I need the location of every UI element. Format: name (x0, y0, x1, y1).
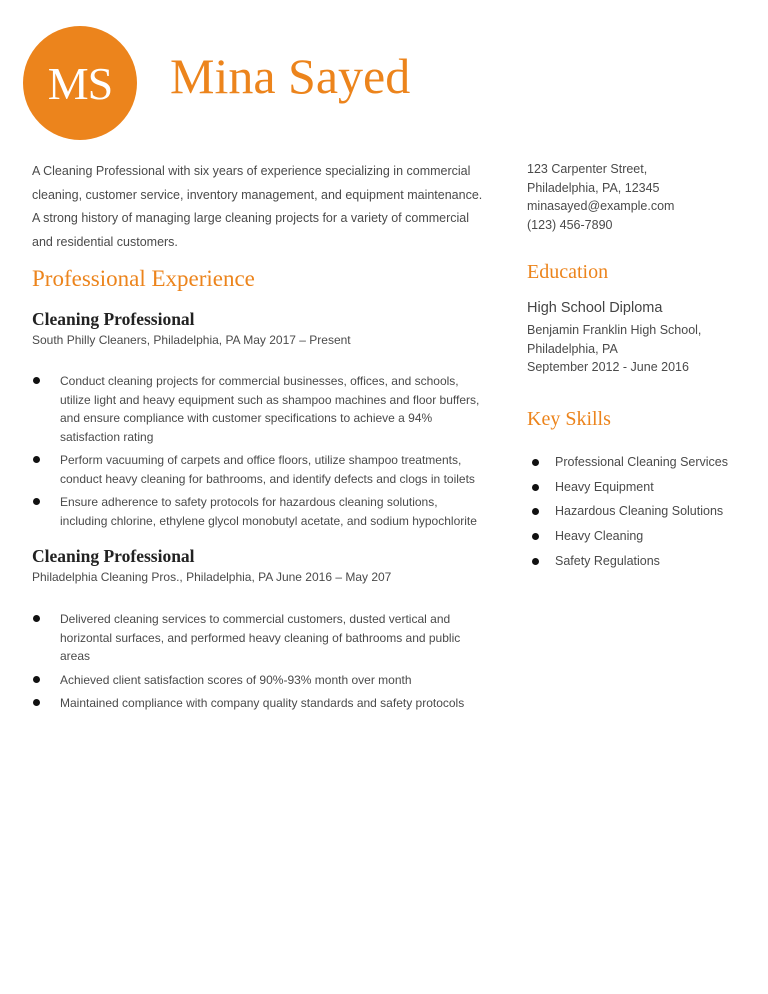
job-title: Cleaning Professional (32, 309, 195, 329)
bullet-icon (33, 498, 40, 505)
list-item: Maintained compliance with company quality standards and safety protocols (32, 694, 482, 713)
list-item: Professional Cleaning Services (527, 450, 728, 475)
bullet-icon (33, 699, 40, 706)
list-item: Delivered cleaning services to commercial customers, dusted vertical and horizontal surfaces, and performed heavy cleaning of bathrooms and public areas (32, 610, 482, 666)
job-bullets (32, 372, 482, 535)
list-item: Perform vacuuming of carpets and office floors, utilize shampoo treatments, conduct heavy cleaning for bathrooms, and identify defects and clogs in toilets (32, 451, 482, 488)
contact-city: Philadelphia, PA, 12345 (527, 180, 660, 195)
bullet-icon (532, 533, 539, 540)
list-item: Heavy Cleaning (527, 524, 728, 549)
bullet-icon (33, 676, 40, 683)
bullet-icon (33, 456, 40, 463)
list-item: Heavy Equipment (527, 475, 728, 500)
job-title: Cleaning Professional (32, 546, 195, 566)
list-item: Achieved client satisfaction scores of 90%-93% month over month (32, 671, 482, 690)
education-location: Philadelphia, PA (527, 341, 618, 356)
contact-phone: (123) 456-7890 (527, 217, 613, 232)
bullet-icon (532, 558, 539, 565)
education-heading: Education (527, 261, 609, 283)
education-school: Benjamin Franklin High School, (527, 323, 702, 337)
job-bullets (32, 610, 482, 718)
job-meta: Philadelphia Cleaning Pros., Philadelphia, PA June 2016 – May 207 (32, 570, 392, 584)
job-meta: South Philly Cleaners, Philadelphia, PA May 2017 – Present (32, 333, 351, 347)
candidate-name: Mina Sayed (170, 48, 411, 104)
bullet-icon (532, 484, 539, 491)
avatar-initials: MS (47, 57, 113, 109)
summary-text: A Cleaning Professional with six years of experience specializing in commercial cleaning, customer service, inventory management, and equipment maintenance. A strong history of managing large cleaning projects for a variety of commercial and residential customers. (32, 164, 483, 249)
list-item: Hazardous Cleaning Solutions (527, 499, 728, 524)
bullet-icon (33, 377, 40, 384)
contact-street: 123 Carpenter Street, (527, 162, 648, 176)
list-item: Safety Regulations (527, 549, 728, 574)
education-dates: September 2012 - June 2016 (527, 360, 689, 374)
contact-email[interactable]: minasayed@example.com (527, 199, 675, 213)
list-item: Ensure adherence to safety protocols for hazardous cleaning solutions, including chlorine, ethylene glycol monobutyl acetate, and sodium hypochlorite (32, 493, 482, 530)
contact-block (527, 160, 674, 234)
skills-list (527, 450, 728, 574)
bullet-icon (33, 615, 40, 622)
bullet-icon (532, 508, 539, 515)
experience-heading: Professional Experience (32, 266, 255, 291)
education-details (527, 321, 701, 377)
bullet-icon (532, 459, 539, 466)
avatar (23, 26, 137, 140)
skills-heading: Key Skills (527, 408, 611, 430)
list-item: Conduct cleaning projects for commercial businesses, offices, and schools, utilize light and heavy equipment such as shampoo machines and floor buffers, and ensure compliance with customer specifications to achieve a 94% satisfaction rating (32, 372, 482, 446)
education-degree: High School Diploma (527, 300, 663, 316)
